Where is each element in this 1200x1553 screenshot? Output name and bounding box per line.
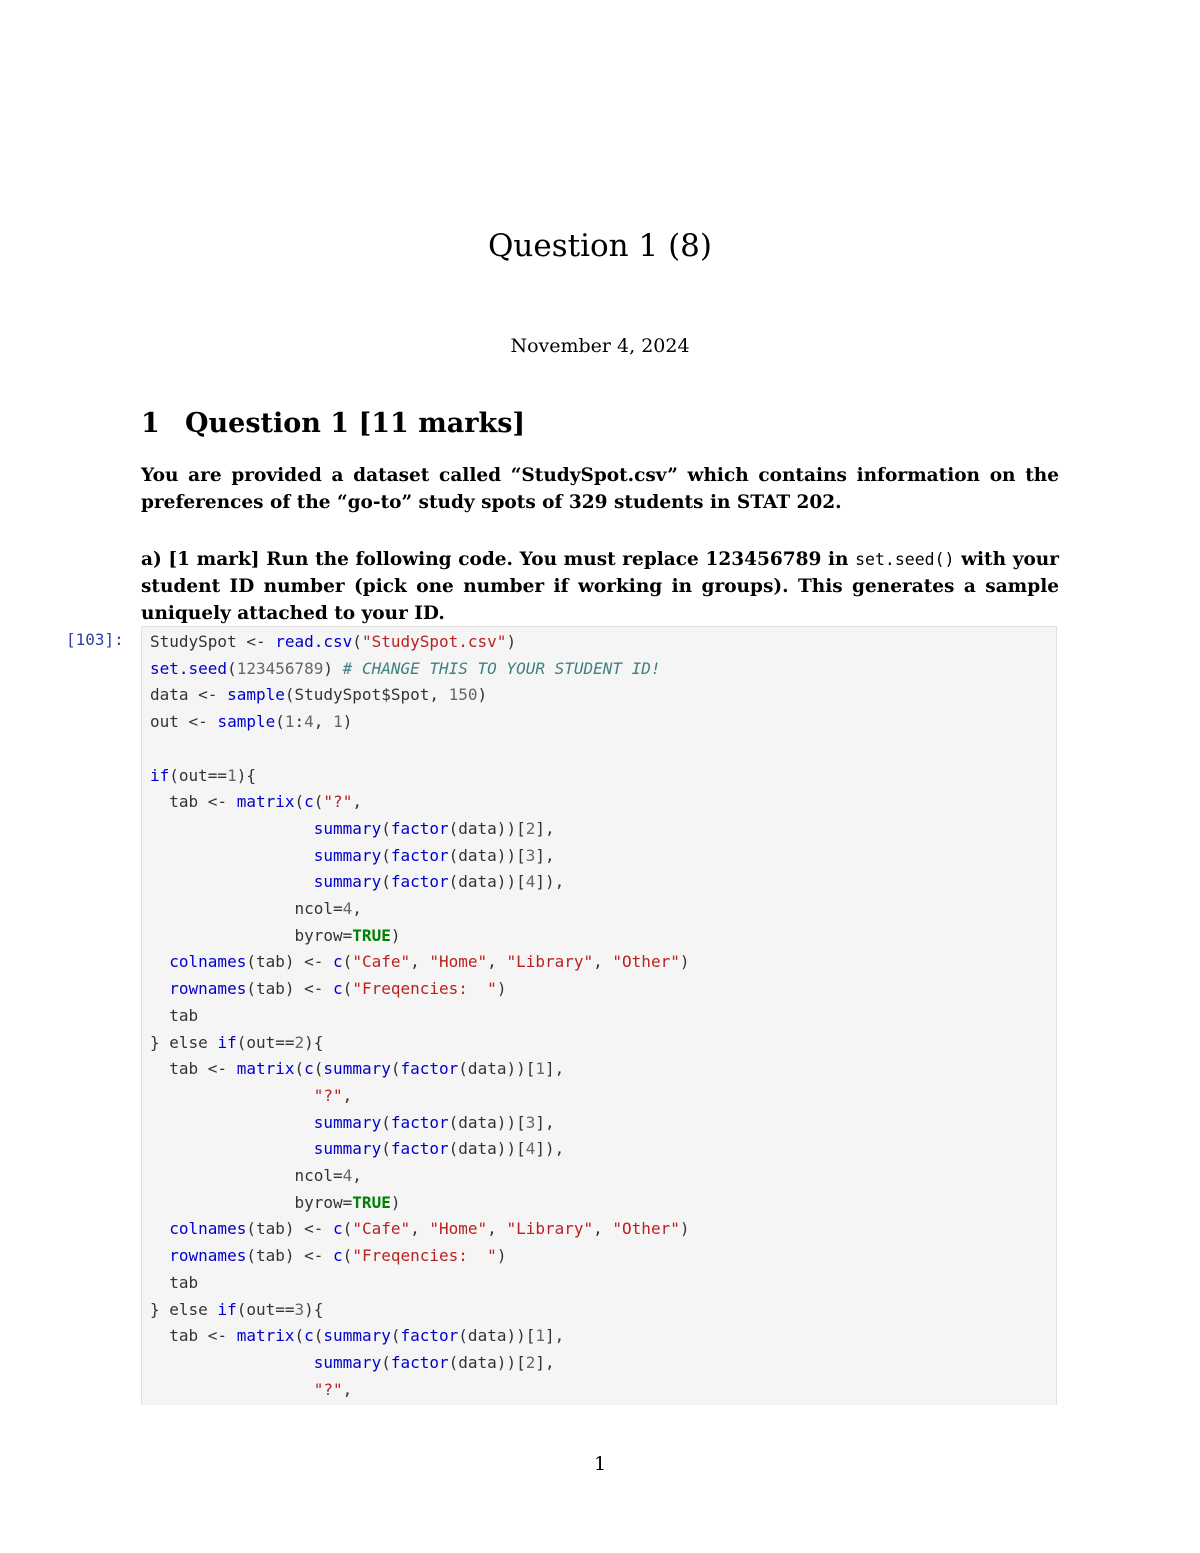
code-token: 1 [284, 712, 295, 732]
code-line [150, 1193, 400, 1212]
code-token: if [150, 765, 170, 785]
code-token: , [487, 1219, 507, 1239]
code-line [150, 1113, 555, 1132]
code-token: tab [150, 1005, 199, 1025]
code-token: (out== [169, 765, 228, 785]
code-token: sample [217, 712, 276, 732]
part-a-paragraph [141, 546, 1059, 627]
code-line [150, 632, 516, 651]
code-token: ]), [535, 1139, 565, 1159]
code-token: ){ [304, 1032, 324, 1052]
code-token: factor [400, 1326, 459, 1346]
code-token [150, 952, 169, 971]
code-token: tab [150, 1272, 199, 1292]
code-line [150, 685, 487, 704]
code-token: , [342, 1085, 353, 1105]
code-token: c [333, 1246, 343, 1266]
code-token: matrix [236, 1326, 295, 1346]
code-line [150, 1273, 198, 1292]
code-token: 3 [525, 845, 536, 865]
code-token: ( [313, 792, 324, 812]
code-token: , [342, 1379, 353, 1399]
code-token: 2 [525, 818, 536, 838]
code-token: set.seed [150, 658, 228, 678]
code-line [150, 659, 661, 678]
code-token: 1 [333, 712, 343, 732]
code-token: summary [313, 845, 382, 865]
code-token: ( [294, 792, 305, 812]
code-token: summary [313, 1112, 382, 1132]
code-token: (tab) <- [246, 1219, 334, 1239]
code-token: factor [390, 1352, 449, 1372]
code-token: ( [342, 1219, 353, 1239]
code-line [150, 1380, 352, 1399]
code-token: "Cafe" [352, 1219, 411, 1239]
part-a-label: a) [1 mark] Run the following code. You must replace 123456789 in [141, 549, 856, 570]
code-token: (data))[ [448, 1352, 526, 1372]
code-token: ) [477, 685, 488, 705]
code-token: c [304, 792, 314, 812]
code-token: "Library" [506, 1219, 594, 1239]
code-token: c [333, 1219, 343, 1239]
code-token: ){ [236, 765, 256, 785]
code-token: 4 [342, 899, 353, 919]
code-line [150, 872, 564, 891]
code-line [150, 1219, 689, 1238]
code-token: ( [381, 1139, 391, 1159]
code-token: ncol= [150, 899, 343, 919]
code-token: ( [342, 1246, 353, 1266]
code-token: StudySpot <- [150, 632, 276, 651]
code-line [150, 1353, 555, 1372]
code-token: ) [496, 1246, 507, 1266]
code-token: ], [535, 818, 555, 838]
code-token: factor [390, 872, 449, 892]
code-token: ], [535, 1112, 555, 1132]
code-token: ){ [304, 1299, 324, 1319]
code-token: , [352, 1166, 362, 1186]
code-token: 1 [227, 765, 237, 785]
code-token: , [410, 1219, 430, 1239]
code-line [150, 1300, 323, 1319]
code-token: tab <- [150, 1326, 237, 1346]
code-token: "StudySpot.csv" [361, 632, 507, 651]
code-token: ( [352, 632, 362, 651]
code-token: summary [313, 872, 382, 892]
document-date: November 4, 2024 [510, 335, 690, 357]
code-token: "Freqencies: " [352, 979, 497, 999]
code-token: ( [342, 952, 353, 972]
code-token: (out== [236, 1032, 295, 1052]
intro-paragraph: You are provided a dataset called “StudySpot.csv” which contains information on the preferences of the “go-to” study spots of 329 students in STAT 202. [141, 465, 1059, 513]
code-token: 3 [294, 1299, 305, 1319]
code-token: 2 [294, 1032, 305, 1052]
code-line [150, 926, 400, 945]
code-token: (StudySpot$Spot, [284, 685, 449, 705]
code-token: 4 [525, 872, 536, 892]
code-token: ( [390, 1059, 401, 1079]
code-token: summary [313, 1139, 382, 1159]
code-line [150, 1059, 564, 1078]
code-token: ) [390, 925, 401, 945]
code-token: ( [294, 1326, 305, 1346]
code-token: "Home" [429, 1219, 488, 1239]
code-token [150, 979, 169, 998]
code-line [150, 1033, 323, 1052]
code-token: ], [535, 845, 555, 865]
code-token: summary [323, 1059, 391, 1079]
code-token: rownames [169, 1246, 247, 1266]
code-token: colnames [169, 1219, 247, 1239]
code-token: "Library" [506, 952, 594, 972]
code-line [150, 899, 362, 918]
code-token: read.csv [275, 632, 353, 651]
page-number: 1 [593, 1453, 607, 1475]
code-token [150, 819, 314, 838]
code-token: ], [545, 1326, 565, 1346]
code-token [150, 1113, 314, 1132]
code-token [150, 872, 314, 891]
code-token: (data))[ [458, 1059, 536, 1079]
code-token: "Cafe" [352, 952, 411, 972]
code-line [150, 1086, 352, 1105]
code-token: ncol= [150, 1166, 343, 1186]
part-a-rest: with your student ID number (pick one number if working in groups). This generates a sample uniquely attached to your ID. [141, 549, 1059, 624]
code-token: sample [227, 685, 285, 705]
code-token: ( [227, 658, 237, 678]
code-token: : [294, 712, 305, 732]
section-number: 1 [141, 408, 160, 439]
code-token: 1 [535, 1059, 545, 1079]
code-token: (data))[ [448, 872, 526, 892]
code-token: matrix [236, 1059, 295, 1079]
code-token: ( [381, 818, 391, 838]
code-token: TRUE [352, 1192, 391, 1212]
code-token: 4 [525, 1139, 536, 1159]
code-token: "Other" [612, 952, 680, 972]
code-token [150, 846, 314, 865]
code-token: 4 [304, 712, 314, 732]
code-token: factor [390, 1112, 449, 1132]
code-token: out <- [150, 712, 218, 732]
code-token [150, 1219, 169, 1238]
code-token: (data))[ [448, 818, 526, 838]
code-token: colnames [169, 952, 247, 972]
code-token [150, 1139, 314, 1158]
code-token: 2 [525, 1352, 536, 1372]
code-token: (data))[ [448, 845, 526, 865]
code-token: ) [506, 632, 517, 651]
code-token: factor [390, 845, 449, 865]
inline-code-set-seed: set.seed() [855, 550, 955, 569]
code-line [150, 952, 689, 971]
code-line [150, 1006, 198, 1025]
code-line [150, 1139, 564, 1158]
code-token: ( [381, 1112, 391, 1132]
code-token: ) [390, 1192, 401, 1212]
code-line [150, 712, 352, 731]
code-token: ( [381, 1352, 391, 1372]
code-token: if [217, 1299, 237, 1319]
code-token: summary [313, 1352, 382, 1372]
code-token: ]), [535, 872, 565, 892]
code-token: 4 [342, 1166, 353, 1186]
code-token: # CHANGE THIS TO YOUR STUDENT ID! [342, 658, 661, 678]
code-token: "Other" [612, 1219, 680, 1239]
code-line [150, 1246, 506, 1265]
code-token: TRUE [352, 925, 391, 945]
code-line [150, 766, 256, 785]
code-token: } else [150, 1299, 218, 1319]
code-token: , [487, 952, 507, 972]
code-token: matrix [236, 792, 295, 812]
code-token: (tab) <- [246, 952, 334, 972]
cell-prompt: [103]: [66, 630, 124, 649]
code-token: "Freqencies: " [352, 1246, 497, 1266]
code-line [150, 846, 555, 865]
code-token: (tab) <- [246, 1246, 334, 1266]
section-heading [141, 408, 525, 439]
code-token: c [333, 979, 343, 999]
code-token [150, 1086, 314, 1105]
code-token: ) [679, 1219, 690, 1239]
code-token: , [352, 899, 362, 919]
code-token: c [304, 1059, 314, 1079]
code-token: ( [313, 1059, 324, 1079]
code-token: ( [342, 979, 353, 999]
code-token: "?" [313, 1085, 343, 1105]
code-token: (data))[ [458, 1326, 536, 1346]
code-line [150, 819, 555, 838]
code-token: ( [381, 872, 391, 892]
code-token: , [352, 792, 362, 812]
code-token: byrow= [150, 1192, 353, 1212]
code-token: ) [679, 952, 690, 972]
code-cell[interactable] [141, 626, 1057, 1405]
code-token: ( [390, 1326, 401, 1346]
code-token: , [593, 1219, 613, 1239]
code-token: "?" [313, 1379, 343, 1399]
code-token: , [410, 952, 430, 972]
code-line [150, 1166, 362, 1185]
code-token: (out== [236, 1299, 295, 1319]
code-line [150, 1326, 564, 1345]
code-token: ( [275, 712, 285, 732]
code-token: factor [390, 818, 449, 838]
code-line [150, 792, 362, 811]
code-token: ) [496, 979, 507, 999]
code-token: "Home" [429, 952, 488, 972]
code-token: rownames [169, 979, 247, 999]
code-token: ], [545, 1059, 565, 1079]
code-token: summary [323, 1326, 391, 1346]
code-token: ], [535, 1352, 555, 1372]
code-token: c [333, 952, 343, 972]
code-token: data <- [150, 685, 228, 705]
code-token: 1 [535, 1326, 545, 1346]
code-token: 123456789 [236, 658, 324, 678]
code-token [150, 1353, 314, 1372]
code-token: 3 [525, 1112, 536, 1132]
document-title: Question 1 (8) [488, 228, 712, 264]
code-token: tab <- [150, 792, 237, 812]
code-token: factor [390, 1139, 449, 1159]
code-line [150, 979, 506, 998]
code-token: (data))[ [448, 1112, 526, 1132]
code-token: ) [342, 712, 353, 732]
code-token: , [313, 712, 334, 732]
code-token: } else [150, 1032, 218, 1052]
code-token: (tab) <- [246, 979, 334, 999]
code-token [150, 1246, 169, 1265]
code-token: "?" [323, 792, 353, 812]
code-block[interactable] [142, 627, 1056, 1403]
code-token: tab <- [150, 1059, 237, 1079]
code-token: ( [381, 845, 391, 865]
code-token: byrow= [150, 925, 353, 945]
code-token [150, 1380, 314, 1399]
code-token: ( [313, 1326, 324, 1346]
code-token: if [217, 1032, 237, 1052]
section-title: Question 1 [11 marks] [185, 408, 526, 439]
code-token: ) [323, 658, 343, 678]
code-token: (data))[ [448, 1139, 526, 1159]
code-token: c [304, 1326, 314, 1346]
code-token: 150 [448, 685, 478, 705]
code-token: factor [400, 1059, 459, 1079]
code-token: , [593, 952, 613, 972]
code-token: summary [313, 818, 382, 838]
code-token: ( [294, 1059, 305, 1079]
